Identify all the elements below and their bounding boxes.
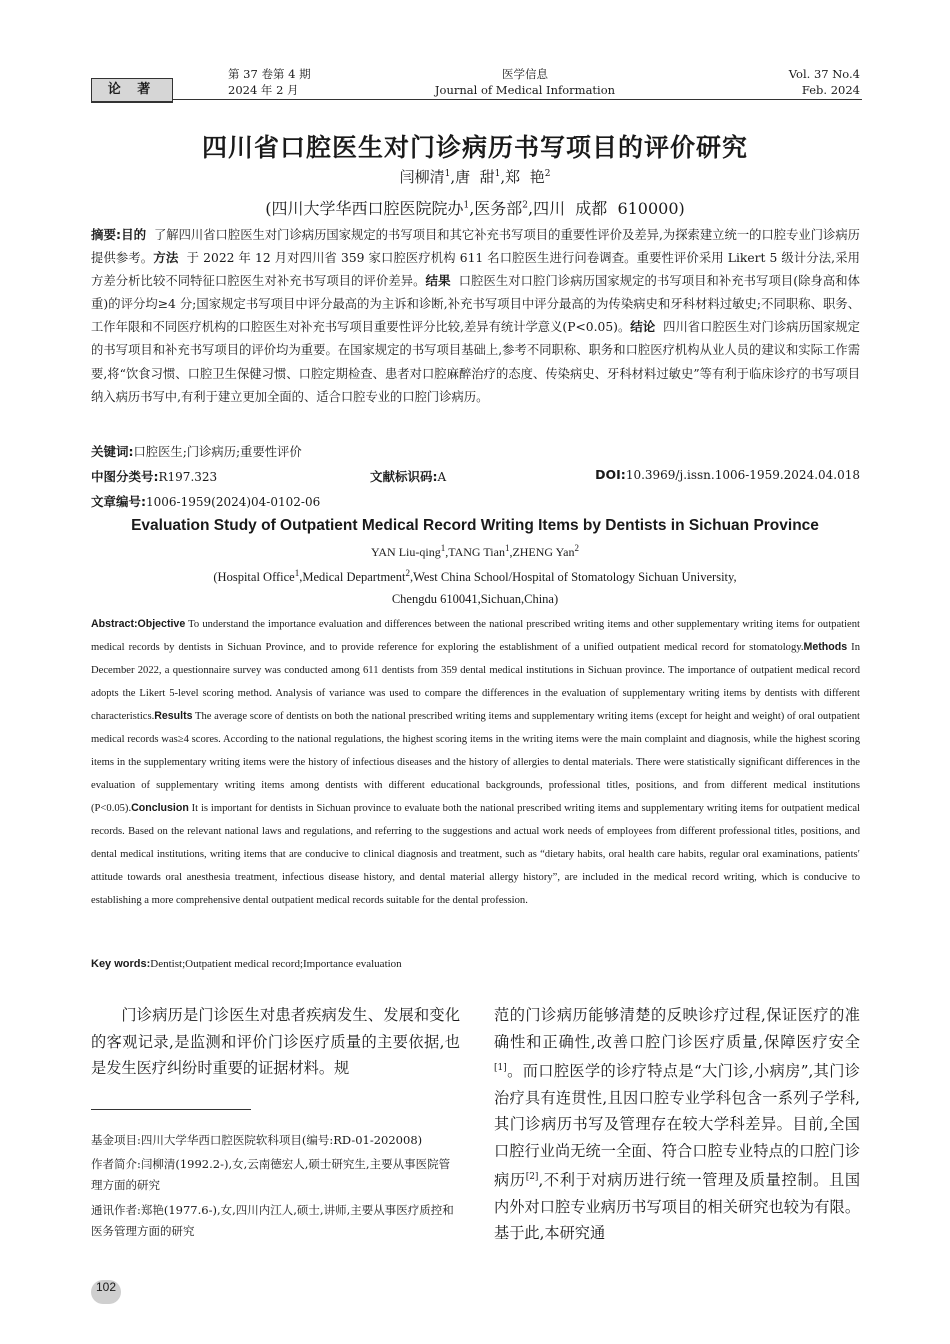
en-conclusion-label: Conclusion	[131, 802, 189, 814]
clc-group	[91, 467, 217, 485]
footnote-author-bio: 作者简介:闫柳清(1992.2-),女,云南德宏人,硕士研究生,主要从事医院管理方面的研究	[91, 1157, 451, 1192]
body-right-a: 范的门诊病历能够清楚的反映诊疗过程,保证医疗的准确性和正确性,改善口腔门诊医疗质量,保障医疗安全	[494, 1006, 860, 1051]
doi-label: DOI:	[595, 467, 626, 482]
author-1-sup: 1	[444, 169, 451, 179]
doi-group	[595, 467, 860, 482]
methods-label: 方法	[153, 250, 179, 266]
en-conclusion-text: It is important for dentists in Sichuan province to evaluate both the national prescribed writing items and supplementary writing items for outpatient medical records. Based on the relevant national laws and regulations, and referring to the suggestions and actual work needs of employees from different professional titles, positions, and dental medical institutions, writing items that are conducive to clinical diagnosis and treatment, such as “dietary habits, oral health care habits, regular oral examinations, patients′ attitude towards oral anesthesia treatment, infectious disease history, and dental material allergy history”, are included in the medical record writing, which is conducive to establishing a more comprehensive dental outpatient medical records suitable for the dental profession.	[91, 803, 860, 906]
body-left-column: 门诊病历是门诊医生对患者疾病发生、发展和变化的客观记录,是监测和评价门诊医疗质量的主要依据,也是发生医疗纠纷时重要的证据材料。规	[91, 1006, 460, 1077]
en-affil-b: ,Medical Department	[299, 570, 406, 585]
keywords-cn-label: 关键词:	[91, 444, 134, 459]
body-right-b: 。而口腔医学的诊疗特点是“大门诊,小病房”,其门诊治疗具有连贯性,且因口腔专业学科包含一系列子学科,其门诊病历书写及管理存在较大学科差异。目前,全国口腔行业尚无统一全面、符合口腔专业特点的口腔门诊病历	[494, 1062, 860, 1190]
journal-en: Journal of Medical Information	[434, 83, 616, 97]
en-objective-text: To understand the importance evaluation and differences between the national prescribed writing items and other supplementary writing items for outpatient medical records by dentists in Sichuan Province, and to provide reference for exploring the establishment of a unified outpatient medical record for stomatology.	[91, 619, 860, 653]
keywords-cn	[91, 442, 302, 460]
abstract-cn	[91, 224, 860, 409]
affil-tail: ,四川 成都 610000)	[528, 199, 685, 218]
affil-mid: ,医务部	[469, 199, 523, 218]
author-1: 闫柳清	[399, 168, 445, 186]
english-affiliation	[0, 568, 950, 585]
footnote-corresponding: 通讯作者:郑艳(1977.6-),女,四川内江人,硕士,讲师,主要从事医疗质控和医务管理方面的研究	[91, 1203, 454, 1238]
english-title: Evaluation Study of Outpatient Medical Record Writing Items by Dentists in Sichuan Province	[131, 517, 819, 534]
doc-value: A	[437, 470, 447, 484]
en-author-2: ,TANG Tian	[445, 545, 505, 559]
article-label: 文章编号:	[91, 494, 146, 509]
en-objective-label: Objective	[137, 618, 186, 630]
affil-sup2: 2	[522, 200, 529, 211]
footnote-rule	[91, 1109, 251, 1110]
en-author-2-sup: 1	[504, 543, 510, 553]
clc-value: R197.323	[158, 470, 218, 484]
en-affil-c: ,West China School/Hospital of Stomatology Sichuan University,	[409, 570, 737, 585]
body-right-column	[494, 1002, 860, 1247]
affil-sup1: 1	[463, 200, 470, 211]
doc-group	[370, 467, 446, 485]
affil-open: (四川大学华西口腔医院院办	[265, 199, 464, 218]
header-volume-en	[789, 66, 860, 98]
affiliation	[0, 196, 950, 219]
en-affil-sup2: 2	[405, 568, 410, 578]
doc-label: 文献标识码:	[370, 469, 438, 484]
date-cn: 2024 年 2 月	[228, 83, 299, 97]
en-methods-text: In December 2022, a questionnaire survey was conducted among 611 dentists from 359 dental medical institutions in Sichuan province. The importance of outpatient medical record adopts the Likert 5-level scoring method. Analysis of variance was used to compare the differences in the evaluation of supplementary writing items by dentists with different characteristics.	[91, 642, 860, 722]
body-right-c: ,不利于对病历进行统一管理及质量控制。且国内外对口腔专业病历书写项目的相关研究也较为有限。基于此,本研究通	[494, 1171, 861, 1243]
volume-en: Vol. 37 No.4	[788, 67, 860, 81]
author-list: 闫柳清$^1$,唐 甜$^1$,郑 艳$^2$	[399, 168, 551, 186]
english-authors	[0, 543, 950, 560]
author-2-sup: 1	[494, 169, 501, 179]
en-results-text: The average score of dentists on both the national prescribed writing items and supplementary writing items (except for height and weight) of oral outpatient medical records was≥4 scores. According to the national regulations, the highest scoring items in the writing items were the main complaint and diagnosis, while the highest scoring items in the supplementary writing items were the history of infectious diseases and the history of allergies to dental materials. There were statistically significant differences in the evaluation of supplementary writing items among dentists with different educational backgrounds, professional titles, positions, and from different medical institutions (P<0.05).	[91, 711, 860, 814]
ref-1: [1]	[494, 1063, 507, 1073]
date-en: Feb. 2024	[801, 83, 860, 97]
conclusion-text: 四川省口腔医生对门诊病历国家规定的书写项目和补充书写项目的评价均为重要。在国家规定的书写项目基础上,参考不同职称、职务和口腔医疗机构从业人员的建议和实际工作需要,将“饮食习惯、口腔卫生保健习惯、口腔定期检查、患者对口腔麻醉治疗的态度、传染病史、牙科材料过敏史”等有利于临床诊疗的书写项目纳入病历书写中,有利于建立更加全面的、适合口腔专业的口腔门诊病历。	[91, 320, 860, 404]
en-author-1: YAN Liu-qing	[371, 545, 441, 559]
en-author-1-sup: 1	[440, 543, 446, 553]
abstract-en	[91, 613, 860, 912]
ref-2: [2]	[525, 1172, 539, 1183]
results-label: 结果	[425, 273, 451, 289]
header-volume-cn	[228, 66, 311, 98]
author-2: 唐 甜	[455, 168, 495, 186]
author-3-sup: 2	[544, 169, 551, 179]
conclusion-label: 结论	[630, 319, 656, 335]
footnote-fund: 基金项目:四川大学华西口腔医院软科项目(编号:RD-01-202008)	[91, 1133, 423, 1147]
abstract-label: 摘要:	[91, 227, 122, 242]
clc-label: 中图分类号:	[91, 469, 159, 484]
classification-row	[91, 467, 860, 485]
paper-title: 四川省口腔医生对门诊病历书写项目的评价研究	[201, 133, 748, 162]
author-3: 郑 艳	[505, 168, 545, 186]
methods-text: 于 2022 年 12 月对四川省 359 家口腔医疗机构 611 名口腔医生进行问卷调查。重要性评价采用 Likert 5 级计分法,采用方差分析比较不同特征口腔医生对补充书写项目的评价差异。	[91, 251, 860, 289]
journal-cn: 医学信息	[502, 67, 548, 81]
page-number: 102	[91, 1280, 121, 1304]
en-abstract-label: Abstract:	[91, 618, 138, 630]
doi-value: 10.3969/j.issn.1006-1959.2024.04.018	[625, 468, 860, 482]
header-rule	[173, 99, 862, 100]
results-text: 口腔医生对口腔门诊病历国家规定的书写项目和补充书写项目(除身高和体重)的评分均≥4 分;国家规定书写项目中评分最高的为主诉和诊断,补充书写项目中评分最高的为传染病史和牙科材料过敏史;不同职称、职务、工作年限和不同医疗机构的口腔医生对补充书写项目重要性评分比较,差异有统计学意义(P<0.05)。	[91, 274, 860, 335]
en-author-3-sup: 2	[574, 543, 579, 553]
en-author-3: ,ZHENG Yan	[509, 545, 575, 559]
objective-label: 目的	[121, 227, 147, 242]
keywords-cn-text: 口腔医生;门诊病历;重要性评价	[133, 445, 302, 459]
article-number	[91, 492, 320, 510]
en-results-label: Results	[154, 710, 193, 722]
volume-cn: 第 37 卷第 4 期	[228, 67, 311, 81]
english-affiliation-line2: Chengdu 610041,Sichuan,China)	[391, 592, 559, 606]
article-value: 1006-1959(2024)04-0102-06	[146, 495, 321, 509]
objective-text: 了解四川省口腔医生对门诊病历国家规定的书写项目和其它补充书写项目的重要性评价及差异,为探索建立统一的口腔专业门诊病历提供参考。	[91, 228, 860, 266]
keywords-en-text: Dentist;Outpatient medical record;Importance evaluation	[150, 958, 402, 970]
en-affil-sup1: 1	[294, 568, 300, 578]
header-journal	[380, 66, 670, 98]
keywords-en-label: Key words:	[91, 958, 151, 970]
en-methods-label: Methods	[803, 641, 848, 653]
keywords-en	[91, 958, 402, 970]
en-affil-a: (Hospital Office	[213, 570, 295, 585]
section-tag: 论 著	[91, 78, 173, 103]
